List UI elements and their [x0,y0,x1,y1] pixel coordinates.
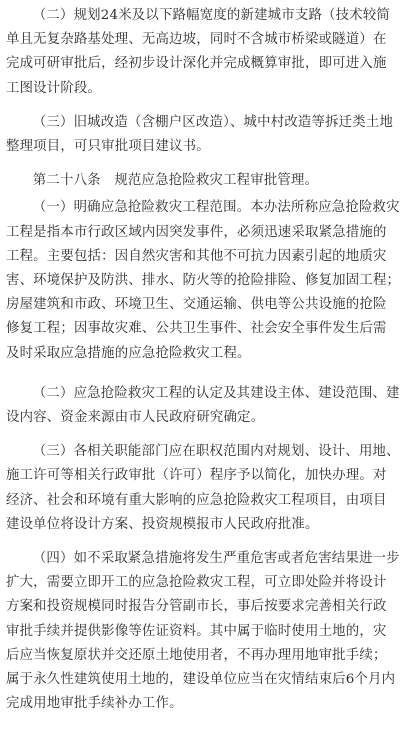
text-line: 施工许可等相关行政审批（许可）程序予以简化，加快办理。对 [6,468,387,484]
paragraph-immediate-start [6,547,406,716]
text-line: 完成可研审批后，经初步设计深化并完成概算审批，即可进入施 [6,56,387,72]
text-line: 整理项目，可只审批项目建议书。 [6,139,210,155]
text-line: 方案和投资规模同时报告分管副市长，事后按要求完善相关行政 [6,599,387,615]
text-line: 建设单位将设计方案、投资规模报市人民政府批准。 [6,516,319,532]
text-line: 扩大，需要立即开工的应急抢险救灾工程，可立即处险并将设计 [6,575,387,591]
paragraph-renewal-item-3 [6,111,406,159]
text-line: （二）规划24米及以下路幅宽度的新建城市支路（技术较简 [32,8,390,23]
text-line: 设内容、资金来源由市人民政府研究确定。 [6,410,265,426]
paragraph-road-item-2 [6,4,406,101]
text-line: 及时采取应急措施的应急抢险救灾工程。 [6,345,251,361]
text-line: （一）明确应急抢险救灾工程范围。本办法所称应急抢险救灾 [32,200,400,216]
article-title: 第二十八条 规范应急抢险救灾工程审批管理。 [32,173,319,189]
text-line: （四）如不采取紧急措施将发生严重危害或者危害结果进一步 [32,551,400,567]
text-line: 完成用地审批手续补办工作。 [6,696,183,712]
text-line: 工图设计阶段。 [6,80,102,96]
text-line: 修复工程；因事故灾难、公共卫生事件、社会安全事件发生后需 [6,321,387,337]
text-line: 经济、社会和环境有重大影响的应急抢险救灾工程项目，由项目 [6,492,387,508]
text-line: （二）应急抢险救灾工程的认定及其建设主体、建设范围、建 [32,385,400,401]
article-28-heading [6,169,406,193]
text-line: （三）各相关职能部门应在职权范围内对规划、设计、用地、 [32,444,400,460]
paragraph-emergency-scope [6,196,406,365]
text-line: 单且无复杂路基处理、无高边坡，同时不含城市桥梁或隧道）在 [6,32,387,48]
text-line: 害、环境保护及防洪、排水、防火等的抢险排险、修复加固工程； [6,273,401,289]
text-line: 属于永久性建筑使用土地的，建设单位应当在灾情结束后6个月内 [6,672,396,688]
text-line: 工程是指本市行政区域内因突发事件，必须迅速采取紧急措施的 [6,224,387,240]
text-line: 工程。主要包括：因自然灾害和其他不可抗力因素引起的地质灾 [6,248,387,264]
text-line: 后应当恢复原状并交还原土地使用者，不再办理用地审批手续； [6,647,387,663]
paragraph-approval-simplification [6,440,406,537]
paragraph-emergency-determination [6,382,406,430]
text-line: 房屋建筑和市政、环境卫生、交通运输、供电等公共设施的抢险 [6,297,387,313]
text-line: （三）旧城改造（含棚户区改造）、城中村改造等拆迁类土地 [32,114,394,130]
text-line: 审批手续并提供影像等佐证资料。其中属于临时使用土地的，灾 [6,623,387,639]
